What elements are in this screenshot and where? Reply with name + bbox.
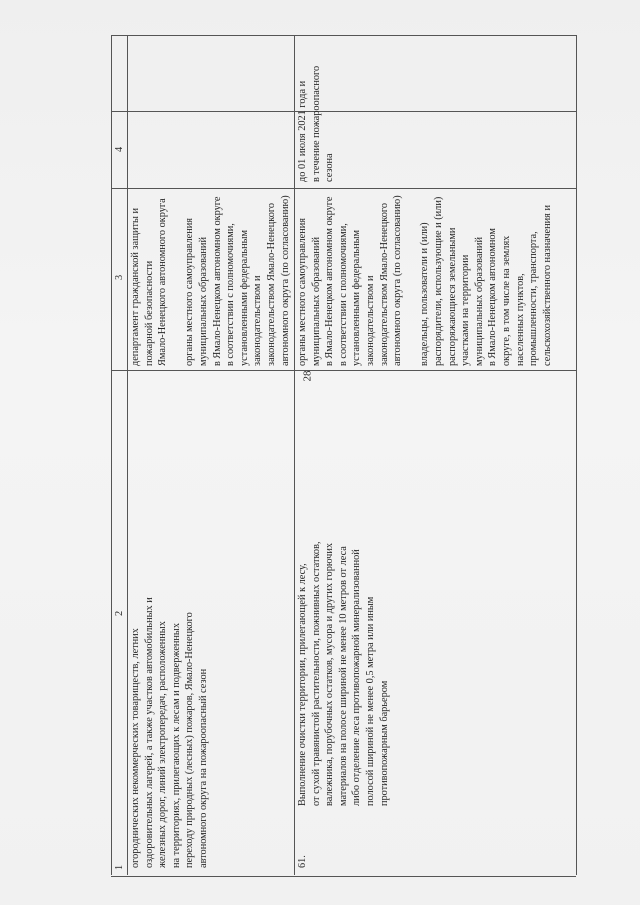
header-col-3: 3	[114, 274, 125, 280]
header-col-2: 2	[114, 610, 125, 616]
row-61-deadline: до 01 июля 2021 года и в течение пожароопасного сезона	[297, 65, 336, 182]
row-continued-description: огороднических некоммерческих товариществ, летних оздоровительных лагерей, а также участков автомобильных и железных дорог, линий электропередач, расположенных на территориях, прилегающих к лесам и подверженных переходу природных (лесных) пожаров, Ямало-Ненецкого автономного округа на пожароопасный сезон	[130, 597, 209, 868]
row-continued-responsible: департамент гражданской защиты и пожарной безопасности Ямало-Ненецкого автономного округа органы местного самоуправления муниципальных образований в Ямало-Ненецком автономном округе в соответствии с полномочиями, установленными федеральным законодательством и законодательством Ямало-Ненецкого автономного округа (по согласованию)	[130, 195, 291, 366]
header-col-4: 4	[114, 146, 125, 152]
row-61-description: Выполнение очистки территории, прилегающей к лесу, от сухой травянистой растительности, пожнивных остатков, валежника, порубочных остатков, мусора и других горючих материалов на полосе шириной не менее 10 метров от леса либо отделение леса противопожарной минерализованной полосой шириной не менее 0,5 метра или иным противопожарным барьером	[297, 541, 390, 806]
header-col-1: 1	[114, 864, 125, 870]
row-number: 61.	[297, 855, 308, 868]
row-61-responsible: органы местного самоуправления муниципальных образований в Ямало-Ненецком автономном округе в соответствии с полномочиями, установленными федеральным законодательством и законодательством Ямало-Ненецкого автономного округа (по согласованию) владельцы, пользователи и (или) распорядители, использующие и (или) распоряжающиеся земельными участками на территории муниципальных образований в Ямало-Ненецком автономном округе, в том числе на землях населенных пунктов, промышленности, транспорта, сельскохозяйственного назначения и	[297, 195, 553, 366]
page-number: 28	[301, 370, 314, 382]
